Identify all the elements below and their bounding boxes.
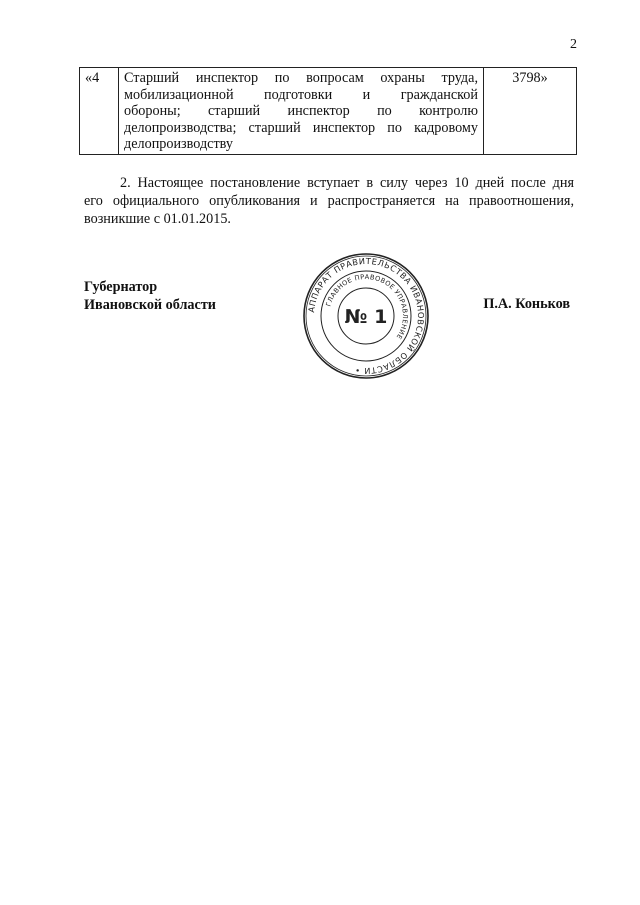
seal-ring-text: АППАРАТ ПРАВИТЕЛЬСТВА ИВАНОВСКОЙ ОБЛАСТИ •: [306, 255, 427, 377]
position-title-line: обороны; старший инспектор по контролю: [124, 103, 478, 119]
staff-table: [79, 67, 577, 155]
effective-date-paragraph: [84, 174, 574, 228]
signer-position: [84, 278, 216, 314]
signer-position-line2: Ивановской области: [84, 297, 216, 313]
paragraph-line: 2. Настоящее постановление вступает в силу через 10 дней после дня: [120, 175, 574, 191]
seal-number: № 1: [344, 306, 388, 328]
table-row: [80, 68, 577, 155]
position-title: [119, 68, 484, 155]
row-number: «4: [80, 68, 119, 155]
position-title-line: делопроизводства; старший инспектор по кадровому: [124, 119, 478, 136]
position-title-line: Старший инспектор по вопросам охраны труда,: [124, 70, 478, 86]
salary-amount: 3798»: [484, 68, 577, 155]
signer-name: П.А. Коньков: [483, 296, 570, 312]
paragraph-line: возникшие с 01.01.2015.: [84, 211, 231, 227]
position-title-line: мобилизационной подготовки и гражданской: [124, 86, 478, 103]
page-number: 2: [570, 37, 577, 52]
official-seal: [302, 252, 430, 380]
signer-position-line1: Губернатор: [84, 279, 158, 295]
position-title-line: делопроизводству: [124, 136, 233, 152]
paragraph-line: его официального опубликования и распространяется на правоотношения,: [84, 193, 574, 209]
seal-inner-text: ГЛАВНОЕ ПРАВОВОЕ УПРАВЛЕНИЕ: [324, 272, 410, 341]
